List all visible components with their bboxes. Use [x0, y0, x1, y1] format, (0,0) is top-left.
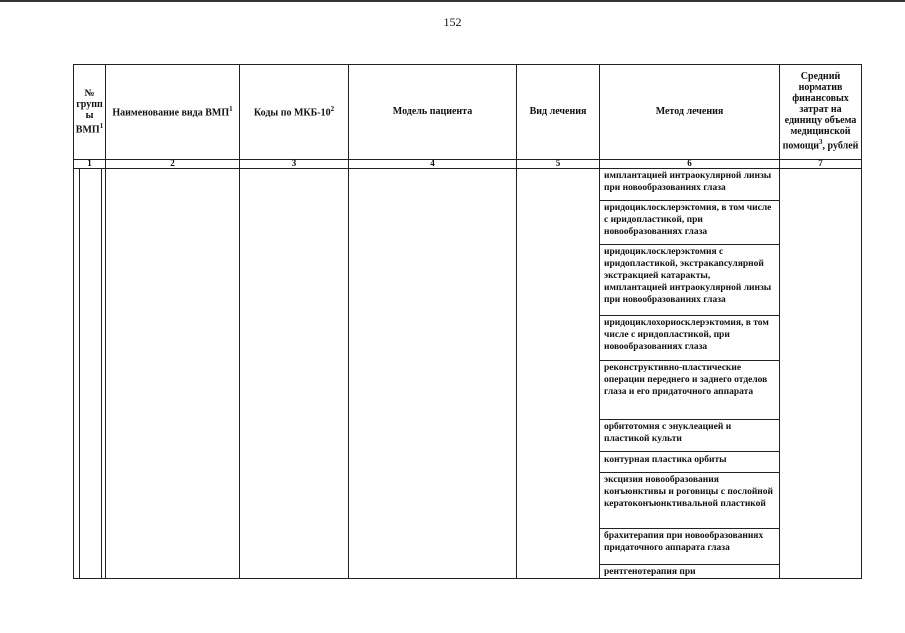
header-vmp-name: Наименование вида ВМП$^1$ — [112, 105, 233, 119]
method-row-border — [599, 451, 779, 452]
col1-inner-line — [101, 168, 102, 578]
treatment-method-cell: орбитотомия с энуклеацией и пластикой культи — [604, 422, 732, 444]
treatment-method-cell: имплантацией интраокулярной линзы при новообразованиях глаза — [604, 171, 772, 193]
column-number: 4 — [430, 158, 435, 168]
header-icd-codes: Коды по МКБ-$10^2$ — [253, 105, 335, 119]
medical-care-table — [73, 64, 862, 578]
treatment-method-cell: рентгенотерапия при — [604, 567, 696, 577]
column-number: 3 — [291, 158, 297, 168]
page-top-edge — [0, 0, 905, 2]
treatment-method-cell: иридоциклосклерэктомия с иридопластикой, экстракапсулярной экстракцией катаракты, имплантацией интраокулярной линзы при новообразованиях глаза — [604, 247, 772, 305]
header-treatment-method: Метод лечения — [655, 106, 724, 117]
treatment-method-cell: эксцизия новообразования конъюнктивы и роговицы с послойной кератоконъюнктивальной пластикой — [604, 475, 774, 509]
column-number: 2 — [170, 158, 175, 168]
column-number: 1 — [87, 158, 92, 168]
page-number: 152 — [443, 15, 462, 29]
treatment-method-cell: реконструктивно-пластические операции переднего и заднего отделов глаза и его придаточного аппарата — [604, 363, 768, 397]
treatment-method-cell: иридоциклосклерэктомия, в том числе с иридопластикой, при новообразованиях глаза — [604, 203, 772, 237]
treatment-method-cell: брахитерапия при новообразованиях придаточного аппарата глаза — [604, 531, 764, 553]
col-border — [861, 64, 862, 579]
column-number: 7 — [818, 158, 823, 168]
header-financial-norm: Средний норматив финансовых затрат на единицу объема медицинской помощи$^3$, рублей — [782, 71, 859, 152]
table-bottom-border — [73, 578, 862, 579]
col1-inner-line — [79, 168, 80, 578]
column-number: 5 — [555, 158, 561, 168]
header-group-number: № групп ы ВМП$^1$ — [75, 87, 104, 136]
column-number: 6 — [687, 158, 692, 168]
header-treatment-type: Вид лечения — [529, 106, 587, 117]
header-patient-model: Модель пациента — [392, 106, 473, 117]
treatment-method-cell: контурная пластика орбиты — [604, 455, 727, 465]
treatment-method-cell: иридоциклохориосклерэктомия, в том числе с иридопластикой, при новообразованиях глаза — [604, 318, 769, 352]
